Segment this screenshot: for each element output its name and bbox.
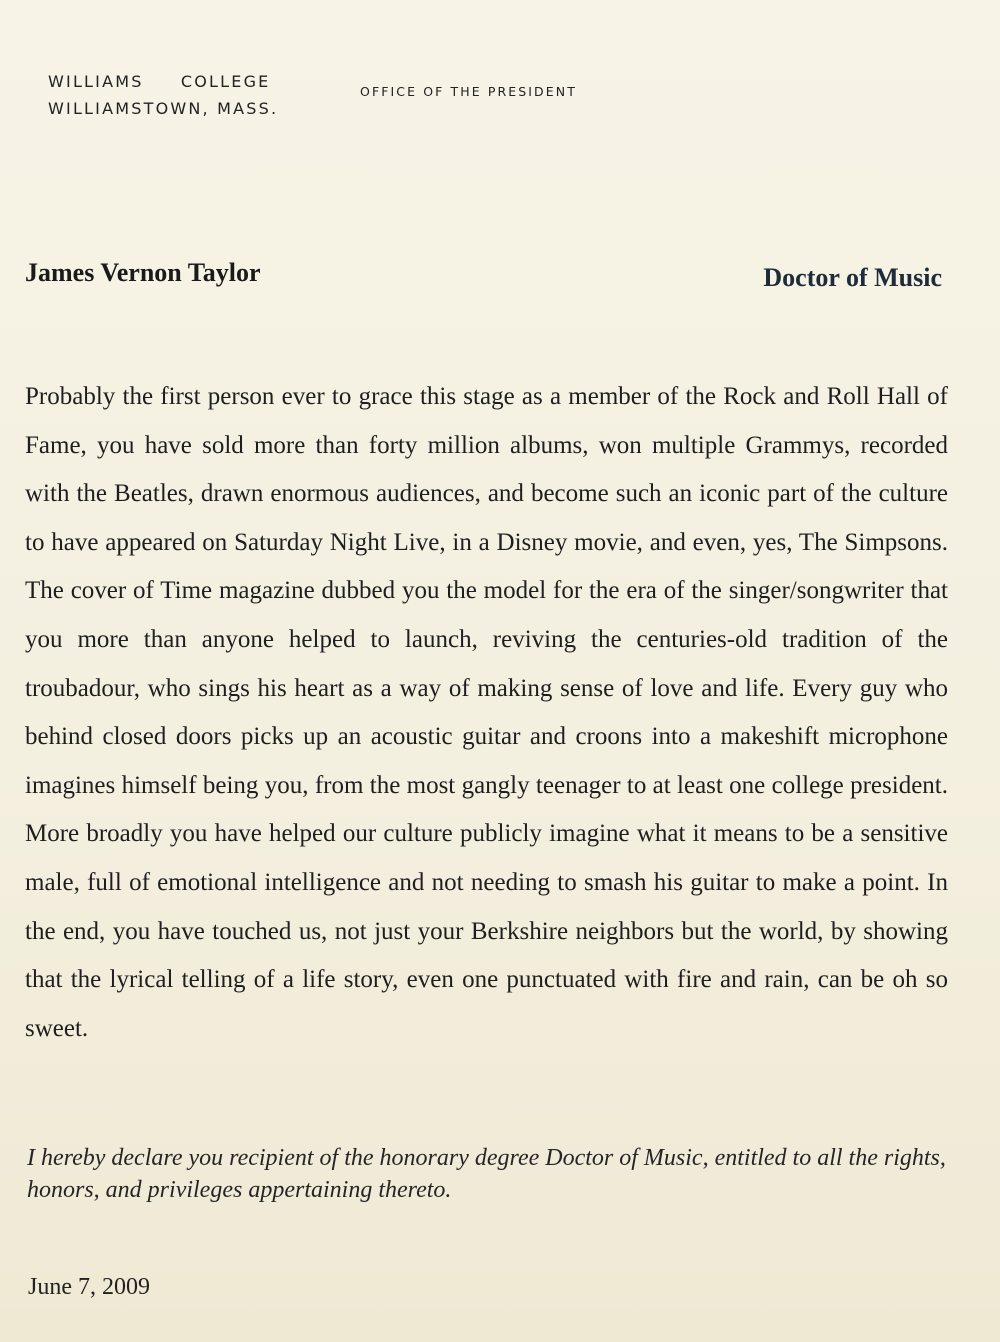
declaration-text: I hereby declare you recipient of the honorary degree Doctor of Music, entitled to all the rights, honors, and privileges appertaining thereto.	[27, 1145, 946, 1203]
citation-date: June 7, 2009	[28, 1274, 150, 1300]
citation-text: Probably the first person ever to grace this stage as a member of the Rock and Roll Hall of Fame, you have sold more than forty million albums, won multiple Grammys, recorded with the Beatles, drawn enormous audiences, and become such an iconic part of the culture to have appeared on Saturday Night Live, in a Disney movie, and even, yes, The Simpsons. The cover of Time magazine dubbed you the model for the era of the singer/songwriter that you more than anyone helped to launch, reviving the centuries-old tradition of the troubadour, who sings his heart as a way of making sense of love and life. Every guy who behind closed doors picks up an acoustic guitar and croons into a makeshift microphone imagines himself being you, from the most gangly teenager to at least one college president. More broadly you have helped our culture publicly imagine what it means to be a sensitive male, full of emotional intelligence and not needing to smash his guitar to make a point. In the end, you have touched us, not just your Berkshire neighbors but the world, by showing that the lyrical telling of a life story, even one punctuated with fire and rain, can be oh so sweet.	[25, 383, 948, 1042]
degree-title: Doctor of Music	[763, 263, 942, 292]
recipient-name: James Vernon Taylor	[25, 258, 261, 287]
letterhead-college	[48, 68, 278, 122]
letterhead-office: OFFICE OF THE PRESIDENT	[360, 84, 577, 99]
letterhead-college-name: WILLIAMS COLLEGE	[48, 72, 271, 91]
letterhead-college-location: WILLIAMSTOWN, MASS.	[48, 99, 279, 118]
